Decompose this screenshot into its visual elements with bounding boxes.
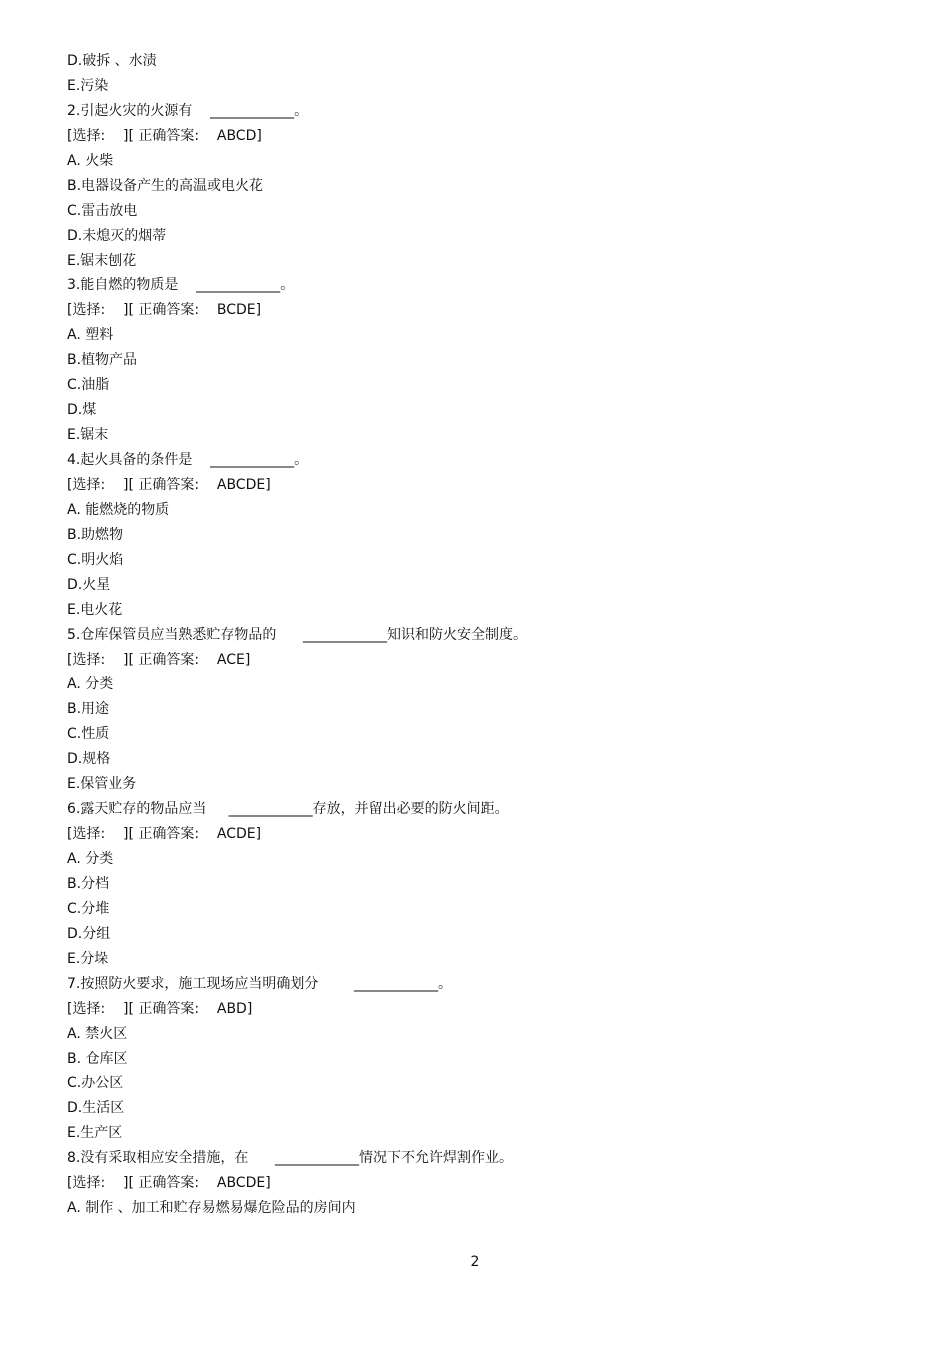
answer-key: [选择: ][ 正确答案: ABCDE]: [67, 476, 271, 493]
answer-key: [选择: ][ 正确答案: BCDE]: [67, 302, 262, 319]
question-text: 3.能自燃的物质是 ____________。: [67, 277, 295, 294]
option-item: A. 禁火区: [67, 1025, 128, 1042]
question-list: [67, 49, 907, 1221]
option-item: D.生活区: [67, 1100, 125, 1117]
question-text: 8.没有采取相应安全措施，在 ____________情况下不允许焊割作业。: [67, 1150, 514, 1167]
question-text: 4.起火具备的条件是 ____________。: [67, 452, 309, 468]
question-text: 6.露天贮存的物品应当 ____________存放，并留出必要的防火间距。: [67, 801, 509, 818]
option-item: A. 能燃烧的物质: [67, 501, 170, 518]
option-item: C.分堆: [67, 900, 110, 917]
option-item: D.火星: [67, 576, 111, 593]
option-item: B.助燃物: [67, 526, 124, 543]
option-item: C.油脂: [67, 377, 110, 394]
option-item: B.分档: [67, 875, 110, 892]
option-item: C.雷击放电: [67, 202, 138, 219]
option-item: D.规格: [67, 751, 111, 768]
option-item: D.未熄灭的烟蒂: [67, 227, 167, 244]
option-item: B.用途: [67, 701, 110, 718]
option-item: E.保管业务: [67, 776, 137, 793]
option-item: C.办公区: [67, 1075, 124, 1092]
option-item: A. 制作 、加工和贮存易燃易爆危险品的房间内: [67, 1200, 356, 1217]
option-item: E.污染: [67, 77, 109, 94]
question-text: 7.按照防火要求，施工现场应当明确划分 ____________。: [67, 975, 452, 992]
answer-key: [选择: ][ 正确答案: ACE]: [67, 651, 251, 668]
question-text: 5.仓库保管员应当熟悉贮存物品的 ____________知识和防火安全制度。: [67, 626, 528, 643]
option-item: E.锯末刨花: [67, 252, 137, 269]
answer-key: [选择: ][ 正确答案: ABCD]: [67, 127, 262, 144]
option-item: A. 塑料: [67, 327, 114, 344]
answer-key: [选择: ][ 正确答案: ABD]: [67, 1000, 253, 1017]
option-item: E.生产区: [67, 1125, 123, 1142]
option-item: D.煤: [67, 402, 97, 419]
option-item: D.破拆 、水渍: [67, 53, 157, 69]
option-item: B.植物产品: [67, 352, 138, 369]
option-item: E.电火花: [67, 601, 123, 618]
option-item: A. 分类: [67, 851, 114, 867]
option-item: E.锯末: [67, 427, 109, 444]
option-item: B.电器设备产生的高温或电火花: [67, 177, 264, 194]
answer-key: [选择: ][ 正确答案: ACDE]: [67, 826, 262, 843]
option-item: C.性质: [67, 726, 110, 743]
page-number: 2: [470, 1254, 480, 1270]
option-item: C.明火焰: [67, 551, 124, 568]
answer-key: [选择: ][ 正确答案: ABCDE]: [67, 1175, 271, 1192]
option-item: A. 分类: [67, 676, 114, 693]
question-text: 2.引起火灾的火源有 ____________。: [67, 102, 309, 119]
option-item: B. 仓库区: [67, 1050, 128, 1067]
option-item: D.分组: [67, 925, 111, 942]
option-item: E.分垛: [67, 950, 109, 967]
option-item: A. 火柴: [67, 152, 114, 169]
